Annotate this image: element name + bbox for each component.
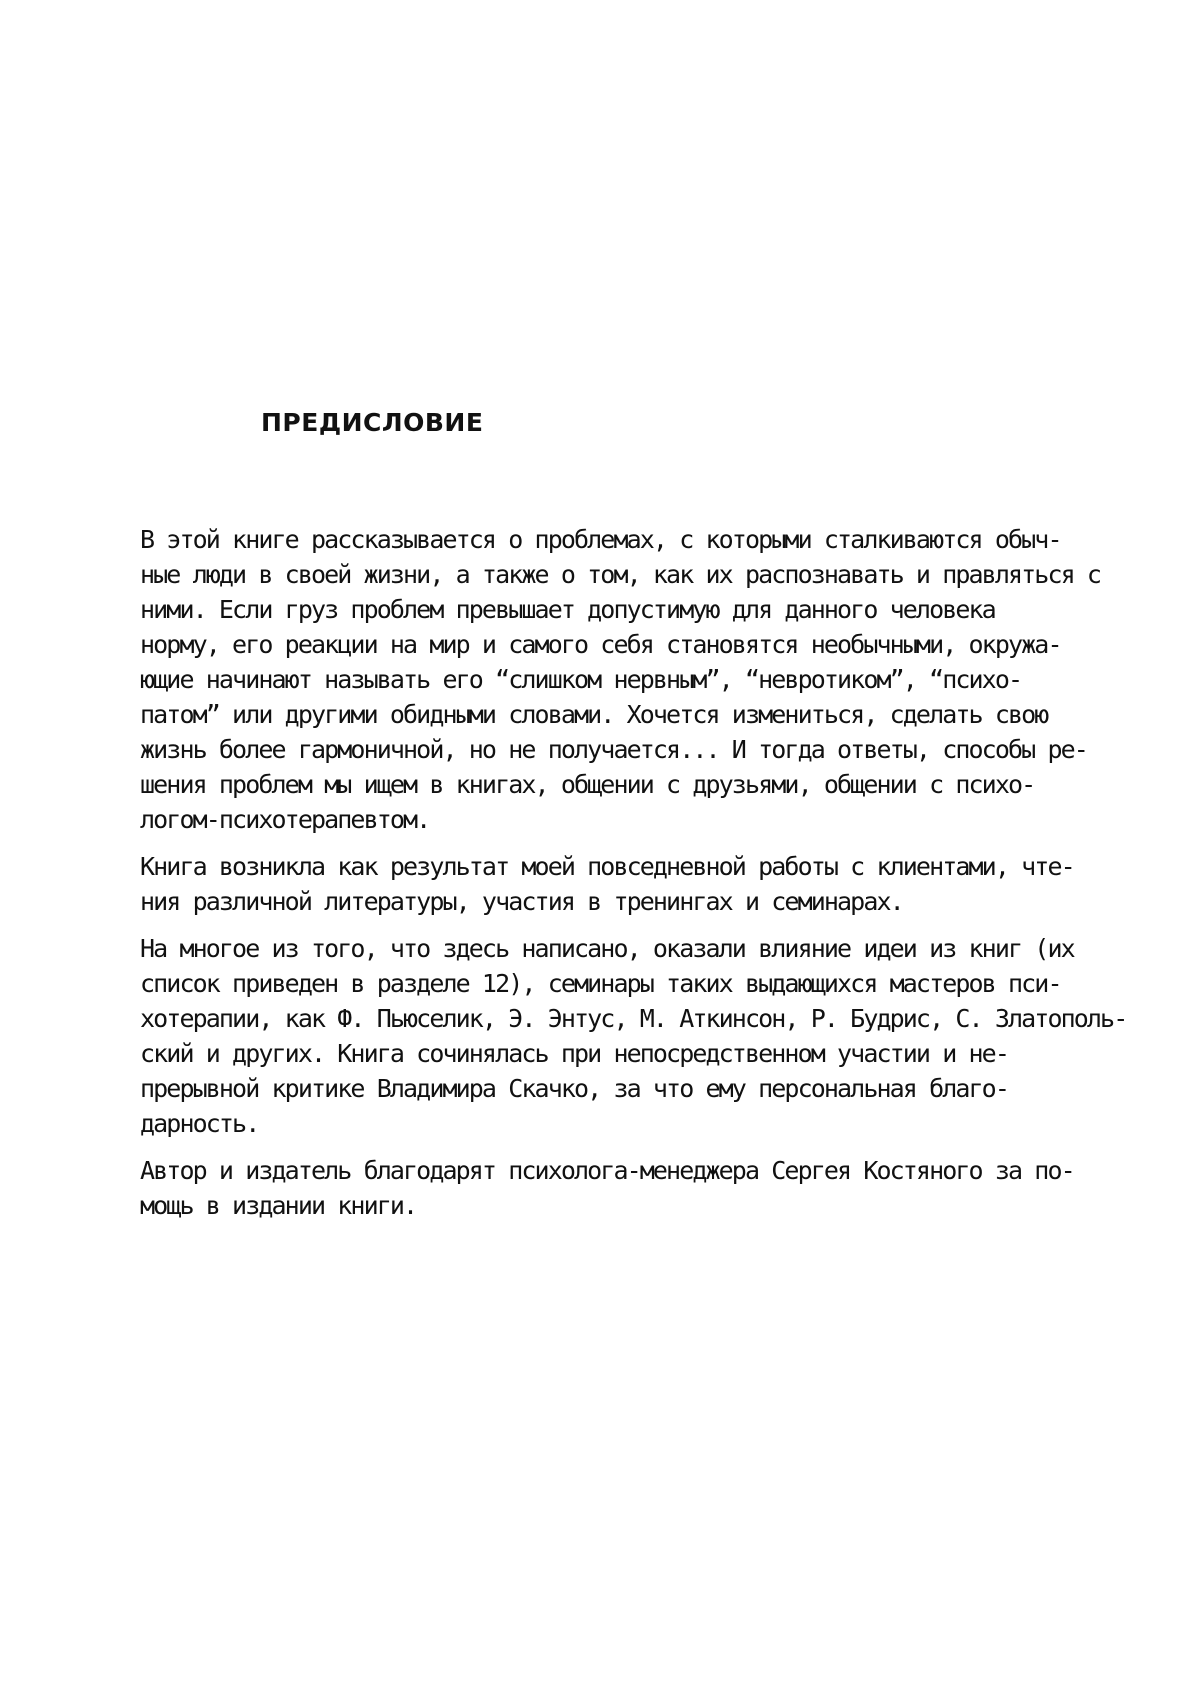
- body-text: [140, 522, 1080, 1235]
- text-line: мощь в издании книги.: [140, 1188, 1080, 1223]
- paragraph-influences: [140, 931, 1080, 1141]
- text-line: ними. Если груз проблем превышает допустимую для данного человека: [140, 592, 1080, 627]
- text-line: Книга возникла как результат моей повседневной работы с клиентами, чте-: [140, 849, 1080, 884]
- text-line: ский и других. Книга сочинялась при непосредственном участии и не-: [140, 1036, 1080, 1071]
- text-line: дарность.: [140, 1106, 1080, 1141]
- paragraph-intro: [140, 522, 1080, 837]
- text-line: логом-психотерапевтом.: [140, 802, 1080, 837]
- text-line: Автор и издатель благодарят психолога-менеджера Сергея Костяного за по-: [140, 1153, 1080, 1188]
- text-line: норму, его реакции на мир и самого себя становятся необычными, окружа-: [140, 627, 1080, 662]
- text-line: жизнь более гармоничной, но не получается... И тогда ответы, способы ре-: [140, 732, 1080, 767]
- text-line: прерывной критике Владимира Скачко, за что ему персональная благо-: [140, 1071, 1080, 1106]
- paragraph-origin: [140, 849, 1080, 919]
- text-line: шения проблем мы ищем в книгах, общении с друзьями, общении с психо-: [140, 767, 1080, 802]
- text-line: хотерапии, как Ф. Пьюселик, Э. Энтус, М. Аткинсон, Р. Будрис, С. Златополь-: [140, 1001, 1080, 1036]
- text-line: В этой книге рассказывается о проблемах, с которыми сталкиваются обыч-: [140, 522, 1080, 557]
- text-line: ные люди в своей жизни, а также о том, как их распознавать и правляться с: [140, 557, 1080, 592]
- text-line: ния различной литературы, участия в тренингах и семинарах.: [140, 884, 1080, 919]
- book-page: [0, 0, 1200, 1700]
- paragraph-acknowledgement: [140, 1153, 1080, 1223]
- text-line: ющие начинают называть его “слишком нервным”, “невротиком”, “психо-: [140, 662, 1080, 697]
- text-line: патом” или другими обидными словами. Хочется измениться, сделать свою: [140, 697, 1080, 732]
- page-title: ПРЕДИСЛОВИЕ: [261, 408, 483, 437]
- text-line: На многое из того, что здесь написано, оказали влияние идеи из книг (их: [140, 931, 1080, 966]
- text-line: список приведен в разделе 12), семинары таких выдающихся мастеров пси-: [140, 966, 1080, 1001]
